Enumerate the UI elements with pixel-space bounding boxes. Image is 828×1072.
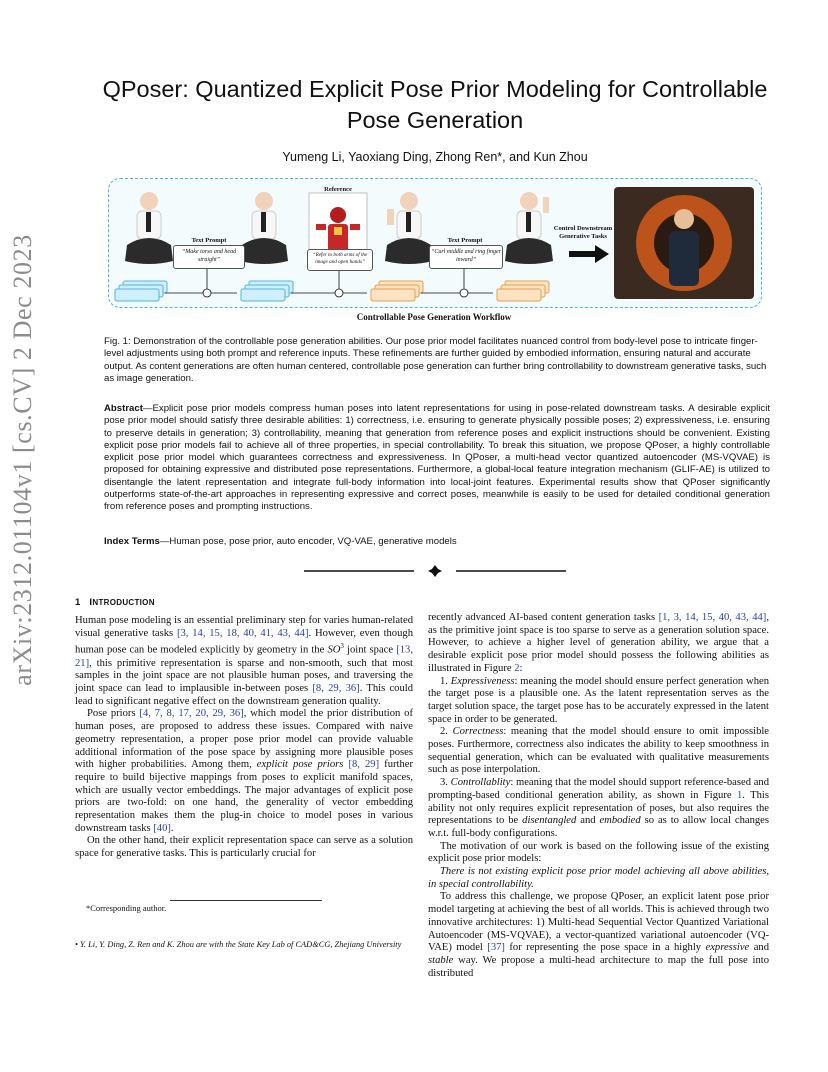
- teaser-figure: [108, 178, 762, 308]
- ability-controllability: 3. Controllablity: meaning that the model should support reference-based and prompting-based conditional generation ability, as shown in Figure 1. This ability not only requires explicit representation of poses, but also requires the representations to be disentangled and embodied so as to allow local changes w.r.t. full-body configurations.: [428, 777, 770, 839]
- latent-stack-2: [241, 281, 293, 301]
- workflow-label: Controllable Pose Generation Workflow: [356, 312, 512, 322]
- prompt-label-2: Text Prompt: [447, 237, 483, 244]
- pose-figure-1: [125, 192, 173, 264]
- index-terms-text: —Human pose, pose prior, auto encoder, VQ-VAE, generative models: [159, 536, 457, 547]
- arrow-icon: [569, 245, 609, 263]
- right-column: [428, 612, 769, 980]
- index-terms: [104, 536, 770, 547]
- paragraph-r0: recently advanced AI-based content generation tasks [1, 3, 14, 15, 40, 43, 44], as the primitive joint space is too sparse to serve as a generation solution space. However, to achieve a higher level of generation ability, we argue that a desirable explicit pose prior model should possess the following abilities as illustrated in Figure 2:: [428, 612, 769, 674]
- title-line-2: Pose Generation: [346, 107, 524, 133]
- paragraph-3: On the other hand, their explicit representation space can serve as a solution space for generative tasks. This is particularly crucial for: [75, 835, 413, 860]
- text-prompt-1: “Make torso and head straight”: [173, 245, 245, 269]
- paragraph-1: Human pose modeling is an essential preliminary step for varies human-related visual generative tasks [3, 14, 15, 18, 40, 41, 43, 44]. However, even though human pose can be modeled explicitly by geometry in the $SO^3$ joint space [13, 21], this primitive representation is sparse and non-smooth, such that most samples in the joint space are not plausible human poses, and traversing the joint space can lead to implausible in-between poses [8, 29, 36]. This could lead to significant negative effect on the downstream generation quality.: [75, 615, 413, 707]
- ability-expressiveness: 1. Expressiveness: meaning the model should ensure perfect generation when the target pose is a plausible one. As the latent representation serves as the target solution space, the target pose has to be accurately expressed in the latent space in order to be generated.: [428, 675, 769, 725]
- prompt-label-1: Text Prompt: [191, 237, 227, 244]
- pose-figure-2: [240, 192, 288, 264]
- pose-figure-4: [505, 192, 553, 264]
- text-prompt-2: “Curl middle and ring finger inward”: [429, 245, 503, 269]
- title-line-1: QPoser: Quantized Explicit Pose Prior Modeling for Controllable: [102, 76, 768, 102]
- affiliation-note: • Y. Li, Y. Ding, Z. Ren and K. Zhou are with the State Key Lab of CAD&CG, Zhejiang University: [75, 940, 402, 949]
- reference-label: Reference: [324, 186, 352, 193]
- author-list: Yumeng Li, Yaoxiang Ding, Zhong Ren*, and Kun Zhou: [282, 150, 588, 164]
- abstract-label: Abstract: [104, 403, 143, 414]
- ability-correctness: 2. Correctness: meaning that the model should ensure to omit impossible poses. Furthermore, correctness also indicates the ability to keep smoothness in sequential generation, which can be evaluated with qualitative measurements such as pose interpolation.: [428, 726, 770, 776]
- figure-caption: Fig. 1: Demonstration of the controllable pose generation abilities. Our pose prior model facilitates nuanced control from body-level pose to intricate finger-level adjustments using both prompt and reference inputs. These refinements are further guided by embodied information, ensuring natural and accurate output. As content generations are often human centered, controllable pose generation can further bring controllability to downstream generative tasks, such as image generation.: [104, 336, 767, 384]
- paragraph-approach: To address this challenge, we propose QPoser, an explicit latent pose prior model targeting at achieving the best of all worlds. This is achieved through two innovative architectures: 1) Multi-head Sequential Vector Quantized Variational Autoencoder (MS-VQVAE), a vector-quantized variational autoencoder (VQ-VAE) model [37] for representing the pose space in a highly expressive and stable way. We propose a multi-head architecture to map the full pose into distributed: [428, 891, 769, 979]
- footnote-rule: [170, 900, 322, 901]
- latent-stack-4: [497, 281, 549, 301]
- left-column: [75, 615, 413, 861]
- section-divider: [304, 565, 566, 577]
- paper-title: [70, 74, 800, 136]
- pose-figure-3: [385, 192, 433, 264]
- abstract: [104, 403, 770, 514]
- latent-stack-3: [371, 281, 423, 301]
- latent-stack-1: [115, 281, 167, 301]
- footnote: *Corresponding author.: [86, 903, 167, 913]
- section-heading: 1 INTRODUCTION: [75, 597, 155, 608]
- paragraph-2: Pose priors [4, 7, 8, 17, 20, 29, 36], which model the prior distribution of human poses, are proposed to address these issues. Compared with naive geometry representation, a proper pose prior model can provide valuable additional information of the pose space by assigning more plausible poses with higher probabilities. Among them, explicit pose priors [8, 29] further require to build bijective mappings from poses to explicit manifold spaces, which are usually vector embeddings. The major advantages of explicit pose priors are two-fold: on one hand, the generality of vector embedding representation makes them the plug-in choice to model poses in various downstream tasks [40].: [75, 708, 413, 834]
- arxiv-identifier: arXiv:2312.01104v1 [cs.CV] 2 Dec 2023: [8, 234, 37, 686]
- paragraph-issue: There is not existing explicit pose prior model achieving all above abilities, in special controllability.: [428, 866, 769, 890]
- abstract-text: —Explicit pose prior models compress human poses into latent representations for using in pose-related downstream tasks. A desirable explicit pose prior model should satisfy three desirable abilities: 1) correctness, i.e. ensuring to generate physically possible poses; 2) expressiveness, i.e. ensuring to preserve details in generation; 3) controllability, meaning that generation from reference poses and explicit instructions should be convenient. Existing explicit pose prior models fail to achieve all of three properties, in special controllability. To break this situation, we propose QPoser, a highly controllable explicit pose prior model which guarantees correctness and expressiveness. In QPoser, a multi-head vector quantized autoencoder (MS-VQVAE) is proposed for obtaining expressive and distributed pose representations. Furthermore, a global-local feature integration mechanism (GLIF-AE) is utilized to disentangle the latent representation and integrate full-body information into local-joint features. Experimental results show that QPoser significantly outperforms state-of-the-art approaches in representing expressive and correct poses, meanwhile is easily to be used for detailed conditional generation from reference poses and prompting instructions.: [104, 403, 770, 513]
- paragraph-motivation: The motivation of our work is based on the following issue of the existing explicit pose prior models:: [428, 840, 769, 865]
- control-label: Control Downstream Generative Tasks: [553, 225, 613, 240]
- index-terms-label: Index Terms: [104, 536, 160, 547]
- reference-prompt: “Refer to both arms of the image and open hands”: [307, 249, 373, 271]
